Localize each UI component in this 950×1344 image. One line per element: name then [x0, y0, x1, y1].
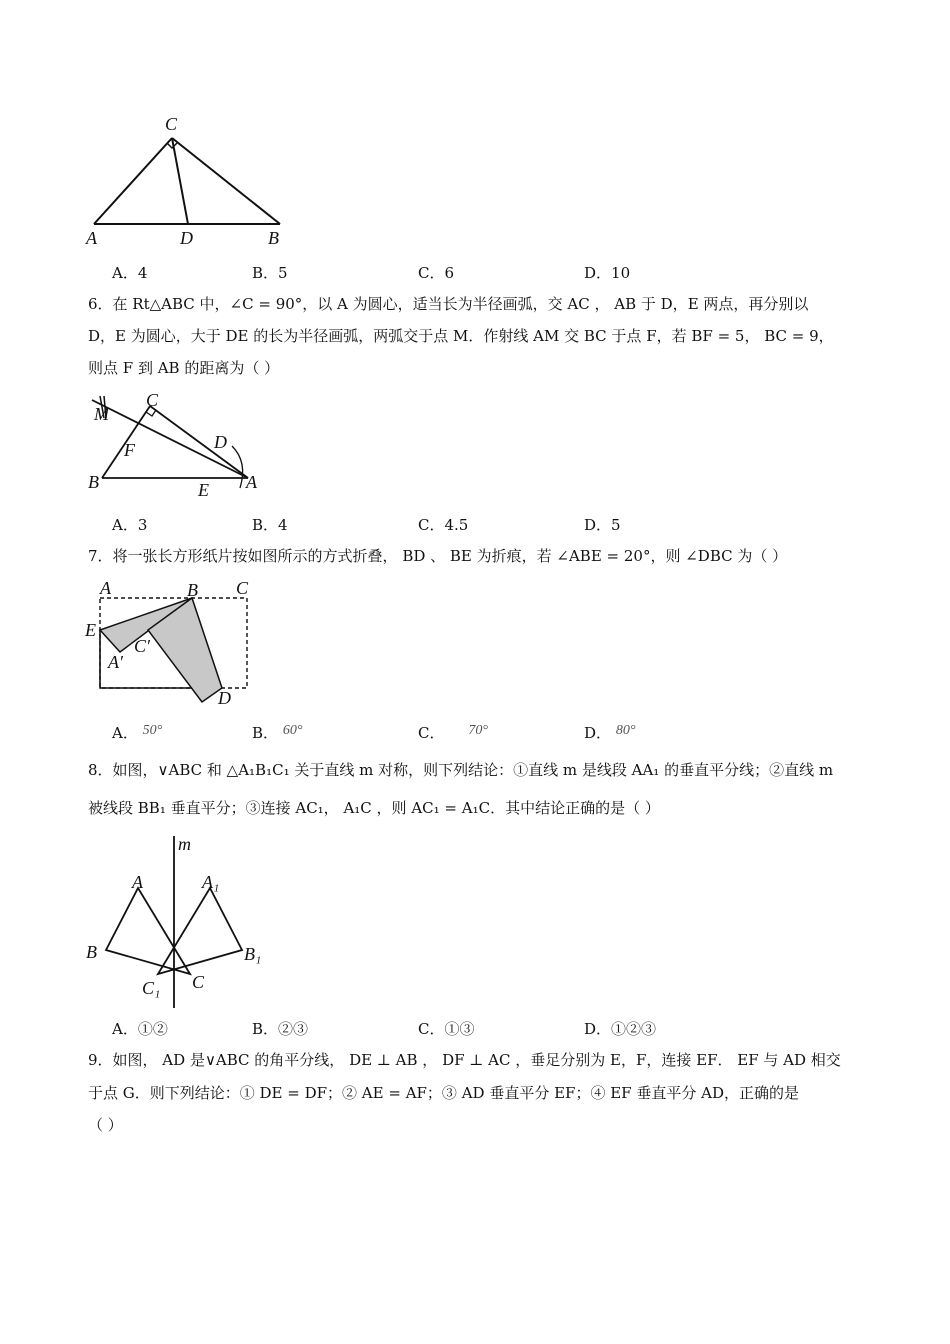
- q6-question-line-3: 则点 F 到 AB 的距离为（ ）: [88, 359, 280, 377]
- q9-question-line-2: 于点 G．则下列结论：① DE = DF；② AE = AF；③ AD 垂直平分 EF；④ EF 垂直平分 AD，正确的是: [88, 1084, 799, 1102]
- q6-option-a[interactable]: A．3: [112, 516, 148, 534]
- q6-question-line-2: D，E 为圆心，大于 DE 的长为半径画弧，两弧交于点 M．作射线 AM 交 BC 于点 F，若 BF = 5， BC = 9，: [88, 327, 834, 345]
- q8-label-a: A: [132, 872, 143, 892]
- q5-label-b: B: [268, 228, 279, 248]
- q8-option-a[interactable]: A．①②: [112, 1020, 168, 1038]
- q7-label-c-prime: C′: [134, 636, 150, 656]
- q8-question-line-1: 8．如图，∨ABC 和 △A₁B₁C₁ 关于直线 m 对称，则下列结论：①直线 m 是线段 AA₁ 的垂直平分线；②直线 m: [88, 761, 834, 779]
- q5-right-angle-mark: [167, 143, 177, 148]
- q6-label-m: M: [94, 404, 109, 424]
- q5-option-a[interactable]: A．4: [112, 264, 148, 282]
- q7-label-e: E: [85, 620, 96, 640]
- q6-label-a: A: [246, 472, 257, 492]
- q6-label-f: F: [124, 440, 135, 460]
- q6-option-b[interactable]: B．4: [252, 516, 288, 534]
- q5-label-d: D: [180, 228, 193, 248]
- q6-option-c[interactable]: C．4.5: [418, 516, 469, 534]
- q7-label-c: C: [236, 578, 249, 598]
- q8-option-b[interactable]: B．②③: [252, 1020, 309, 1038]
- q6-side-ca: [150, 406, 248, 478]
- q8-question-line-2: 被线段 BB₁ 垂直平分；③连接 AC₁， A₁C ，则 AC₁ = A₁C．其中结论正确的是（ ）: [88, 799, 660, 817]
- q5-side-bc: [172, 138, 280, 224]
- q7-label-a-prime: A′: [108, 652, 123, 672]
- q6-label-c: C: [146, 390, 159, 410]
- q7-paper-fold-figure: [80, 574, 270, 709]
- q7-option-d-value: 80°: [615, 723, 636, 738]
- q8-symmetry-figure: [80, 832, 280, 1012]
- q7-question-line-1: 7．将一张长方形纸片按如图所示的方式折叠， BD 、 BE 为折痕，若 ∠ABE = 20°，则 ∠DBC 为（ ）: [88, 547, 788, 565]
- q7-option-c[interactable]: C． 70°: [418, 723, 488, 742]
- q8-triangle-a1b1c1: [158, 888, 242, 974]
- q5-option-b[interactable]: B．5: [252, 264, 288, 282]
- q6-label-b: B: [88, 472, 99, 492]
- q7-option-b-value: 60°: [282, 723, 303, 738]
- q7-label-a: A: [100, 578, 111, 598]
- q7-option-a[interactable]: A． 50°: [112, 723, 163, 742]
- q7-option-d[interactable]: D． 80°: [584, 723, 636, 742]
- q5-triangle-figure: [80, 110, 300, 250]
- q6-label-d: D: [214, 432, 227, 452]
- q6-angle-bisector-figure: [80, 388, 280, 503]
- q8-triangle-abc: [106, 888, 190, 974]
- q8-option-c[interactable]: C．①③: [418, 1020, 475, 1038]
- q8-label-c1: C₁: [142, 978, 161, 998]
- q9-question-line-3: （ ）: [88, 1116, 123, 1134]
- q8-label-b: B: [86, 942, 97, 962]
- q7-option-b[interactable]: B． 60°: [252, 723, 303, 742]
- q8-label-b1: B₁: [244, 944, 262, 964]
- q7-option-c-value: 70°: [468, 723, 488, 738]
- q8-label-m: m: [178, 834, 191, 854]
- q6-label-e: E: [198, 480, 209, 500]
- q5-label-c: C: [165, 114, 178, 134]
- q7-option-a-value: 50°: [142, 723, 163, 738]
- q6-option-d[interactable]: D．5: [584, 516, 621, 534]
- q5-option-d[interactable]: D．10: [584, 264, 631, 282]
- q5-option-c[interactable]: C．6: [418, 264, 455, 282]
- q8-option-d[interactable]: D．①②③: [584, 1020, 657, 1038]
- q9-question-line-1: 9．如图， AD 是∨ABC 的角平分线， DE ⊥ AB ， DF ⊥ AC ，垂足分别为 E，F，连接 EF． EF 与 AD 相交: [88, 1051, 841, 1069]
- q8-label-a1: A₁: [202, 872, 220, 892]
- q5-side-ac: [94, 138, 172, 224]
- q7-label-d: D: [218, 688, 231, 708]
- q8-label-c: C: [192, 972, 205, 992]
- q7-label-b: B: [187, 580, 198, 600]
- q5-label-a: A: [86, 228, 97, 248]
- q5-segment-cd: [172, 138, 188, 224]
- q6-question-line-1: 6．在 Rt△ABC 中，∠C = 90°，以 A 为圆心，适当长为半径画弧，交 AC ， AB 于 D，E 两点，再分别以: [88, 295, 809, 313]
